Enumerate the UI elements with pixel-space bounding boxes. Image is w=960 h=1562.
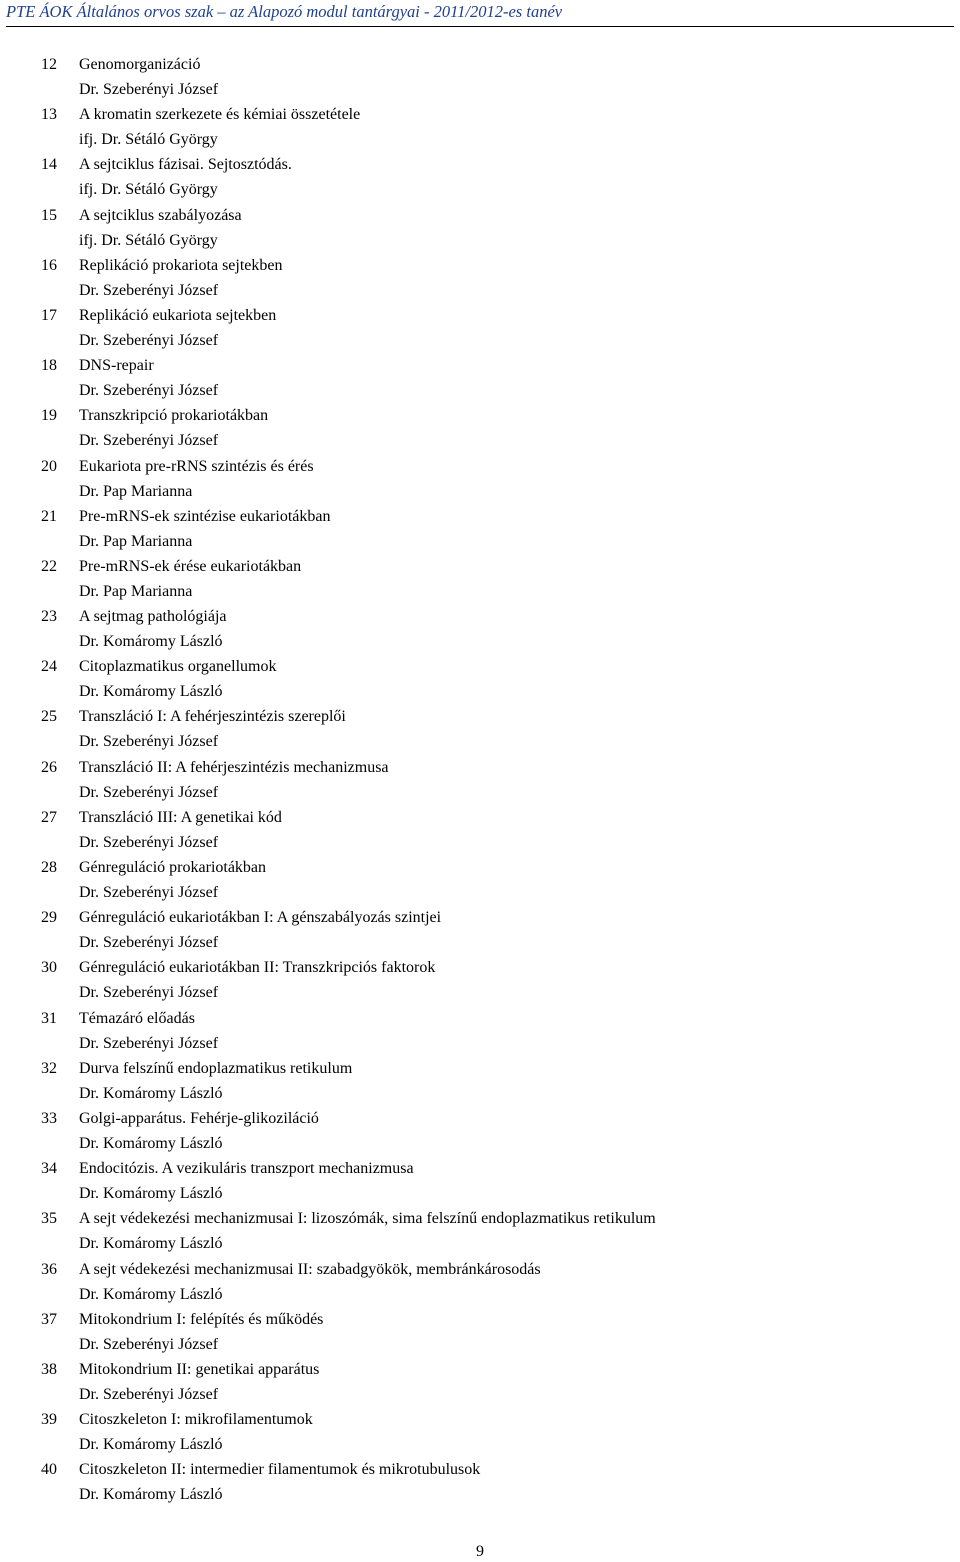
lecture-lecturer: Dr. Szeberényi József — [79, 783, 219, 801]
lecture-number: 33 — [41, 1109, 57, 1127]
lecture-number: 12 — [41, 56, 57, 73]
lecture-lecturer: Dr. Szeberényi József — [79, 833, 219, 851]
lecture-item — [0, 805, 960, 855]
lecture-title: Mitokondrium II: genetikai apparátus — [79, 1360, 320, 1378]
lecture-lecturer: Dr. Komáromy László — [79, 683, 223, 701]
lecture-number: 32 — [41, 1059, 57, 1077]
lecture-item — [0, 755, 960, 805]
lecture-item — [0, 1257, 960, 1307]
lecture-title: Citoszkeleton I: mikrofilamentumok — [79, 1411, 313, 1429]
lecture-title: A sejtciklus fázisai. Sejtosztódás. — [79, 156, 292, 174]
header-divider — [6, 26, 954, 27]
lecture-number: 39 — [41, 1411, 57, 1429]
lecture-item — [0, 1307, 960, 1357]
lecture-title: Eukariota pre-rRNS szintézis és érés — [79, 457, 314, 475]
lecture-item — [0, 905, 960, 955]
lecture-lecturer: Dr. Komáromy László — [79, 1084, 223, 1102]
lecture-title: Durva felszínű endoplazmatikus retikulum — [79, 1059, 353, 1077]
lecture-item — [0, 102, 960, 152]
lecture-title: A sejtciklus szabályozása — [79, 206, 242, 224]
lecture-number: 14 — [41, 156, 57, 174]
lecture-number: 36 — [41, 1260, 57, 1278]
lecture-number: 22 — [41, 557, 57, 575]
lecture-title: Replikáció eukariota sejtekben — [79, 306, 277, 324]
lecture-title: Pre-mRNS-ek szintézise eukariotákban — [79, 507, 331, 525]
lecture-lecturer: Dr. Komáromy László — [79, 1436, 223, 1454]
lecture-lecturer: Dr. Szeberényi József — [79, 733, 219, 751]
lecture-title: Endocitózis. A vezikuláris transzport mechanizmusa — [79, 1160, 414, 1178]
page-number: 9 — [476, 1543, 484, 1560]
lecture-lecturer: Dr. Szeberényi József — [79, 1335, 219, 1353]
lecture-item — [0, 1457, 960, 1507]
lecture-item — [0, 152, 960, 202]
lecture-title: Génreguláció prokariotákban — [79, 859, 267, 876]
lecture-number: 23 — [41, 608, 57, 626]
lecture-item — [0, 253, 960, 303]
lecture-item — [0, 403, 960, 453]
lecture-item — [0, 1056, 960, 1106]
lecture-list — [0, 52, 960, 1507]
lecture-lecturer: Dr. Pap Marianna — [79, 532, 193, 550]
lecture-lecturer: Dr. Komáromy László — [79, 1134, 223, 1152]
lecture-number: 25 — [41, 708, 57, 726]
lecture-number: 28 — [41, 859, 57, 876]
lecture-lecturer: Dr. Pap Marianna — [79, 482, 193, 500]
lecture-lecturer: Dr. Komáromy László — [79, 1486, 223, 1504]
lecture-item — [0, 1206, 960, 1256]
lecture-item — [0, 704, 960, 754]
lecture-number: 34 — [41, 1160, 57, 1178]
lecture-lecturer: Dr. Komáromy László — [79, 1235, 223, 1253]
lecture-item — [0, 203, 960, 253]
lecture-title: Transzláció I: A fehérjeszintézis szereplői — [79, 708, 346, 726]
lecture-lecturer: ifj. Dr. Sétáló György — [79, 181, 218, 199]
lecture-number: 17 — [41, 306, 57, 324]
lecture-lecturer: Dr. Szeberényi József — [79, 382, 219, 400]
lecture-title: A sejt védekezési mechanizmusai I: lizoszómák, sima felszínű endoplazmatikus retikulum — [79, 1210, 656, 1228]
lecture-title: Transzláció II: A fehérjeszintézis mechanizmusa — [79, 758, 389, 776]
lecture-title: Golgi-apparátus. Fehérje-glikoziláció — [79, 1109, 319, 1127]
lecture-number: 21 — [41, 507, 57, 525]
lecture-lecturer: Dr. Szeberényi József — [79, 1034, 219, 1052]
lecture-lecturer: Dr. Komáromy László — [79, 1185, 223, 1203]
lecture-number: 31 — [41, 1009, 57, 1027]
lecture-lecturer: Dr. Komáromy László — [79, 1285, 223, 1303]
lecture-lecturer: ifj. Dr. Sétáló György — [79, 231, 218, 249]
lecture-lecturer: Dr. Komáromy László — [79, 633, 223, 651]
lecture-lecturer: Dr. Szeberényi József — [79, 984, 219, 1002]
lecture-title: Génreguláció eukariotákban I: A génszabályozás szintjei — [79, 909, 442, 927]
lecture-number: 13 — [41, 106, 57, 124]
lecture-number: 15 — [41, 206, 57, 224]
lecture-item — [0, 1357, 960, 1407]
lecture-item — [0, 303, 960, 353]
lecture-title: Citoszkeleton II: intermedier filamentumok és mikrotubulusok — [79, 1461, 481, 1479]
lecture-lecturer: Dr. Szeberényi József — [79, 432, 219, 450]
lecture-lecturer: Dr. Szeberényi József — [79, 281, 219, 299]
lecture-lecturer: Dr. Szeberényi József — [79, 331, 219, 349]
lecture-item — [0, 1407, 960, 1457]
lecture-title: Mitokondrium I: felépítés és működés — [79, 1310, 324, 1328]
lecture-title: DNS-repair — [79, 357, 154, 375]
lecture-lecturer: Dr. Szeberényi József — [79, 1385, 219, 1403]
lecture-lecturer: Dr. Szeberényi József — [79, 884, 219, 901]
lecture-number: 38 — [41, 1360, 57, 1378]
lecture-title: Témazáró előadás — [79, 1009, 195, 1027]
lecture-title: A sejt védekezési mechanizmusai II: szabadgyökök, membránkárosodás — [79, 1260, 541, 1278]
lecture-lecturer: Dr. Szeberényi József — [79, 934, 219, 952]
lecture-item — [0, 1006, 960, 1056]
lecture-title: Replikáció prokariota sejtekben — [79, 256, 283, 274]
lecture-title: Pre-mRNS-ek érése eukariotákban — [79, 557, 302, 575]
lecture-item — [0, 1156, 960, 1206]
lecture-item — [0, 353, 960, 403]
lecture-title: A kromatin szerkezete és kémiai összetétele — [79, 106, 361, 124]
lecture-item — [0, 52, 960, 102]
lecture-number: 30 — [41, 959, 57, 977]
lecture-item — [0, 654, 960, 704]
lecture-item — [0, 554, 960, 604]
lecture-item — [0, 855, 960, 905]
lecture-lecturer: ifj. Dr. Sétáló György — [79, 131, 218, 149]
lecture-number: 24 — [41, 658, 57, 676]
lecture-item — [0, 604, 960, 654]
lecture-item — [0, 1106, 960, 1156]
lecture-item — [0, 955, 960, 1005]
lecture-number: 16 — [41, 256, 57, 274]
lecture-number: 20 — [41, 457, 57, 475]
lecture-title: Génreguláció eukariotákban II: Transzkripciós faktorok — [79, 959, 436, 977]
lecture-number: 18 — [41, 357, 57, 375]
lecture-title: Transzkripció prokariotákban — [79, 407, 269, 425]
lecture-number: 35 — [41, 1210, 57, 1228]
lecture-item — [0, 454, 960, 504]
lecture-number: 37 — [41, 1310, 57, 1328]
lecture-item — [0, 504, 960, 554]
lecture-number: 40 — [41, 1461, 57, 1479]
page-header: PTE ÁOK Általános orvos szak – az Alapozó modul tantárgyai - 2011/2012-es tanév — [6, 2, 563, 21]
lecture-lecturer: Dr. Pap Marianna — [79, 582, 193, 600]
lecture-number: 19 — [41, 407, 57, 425]
lecture-title: Genomorganizáció — [79, 56, 201, 73]
lecture-number: 29 — [41, 909, 57, 927]
lecture-title: A sejtmag pathológiája — [79, 608, 227, 626]
lecture-title: Citoplazmatikus organellumok — [79, 658, 277, 676]
lecture-lecturer: Dr. Szeberényi József — [79, 81, 219, 98]
lecture-number: 27 — [41, 808, 57, 826]
lecture-number: 26 — [41, 758, 57, 776]
lecture-title: Transzláció III: A genetikai kód — [79, 808, 282, 826]
